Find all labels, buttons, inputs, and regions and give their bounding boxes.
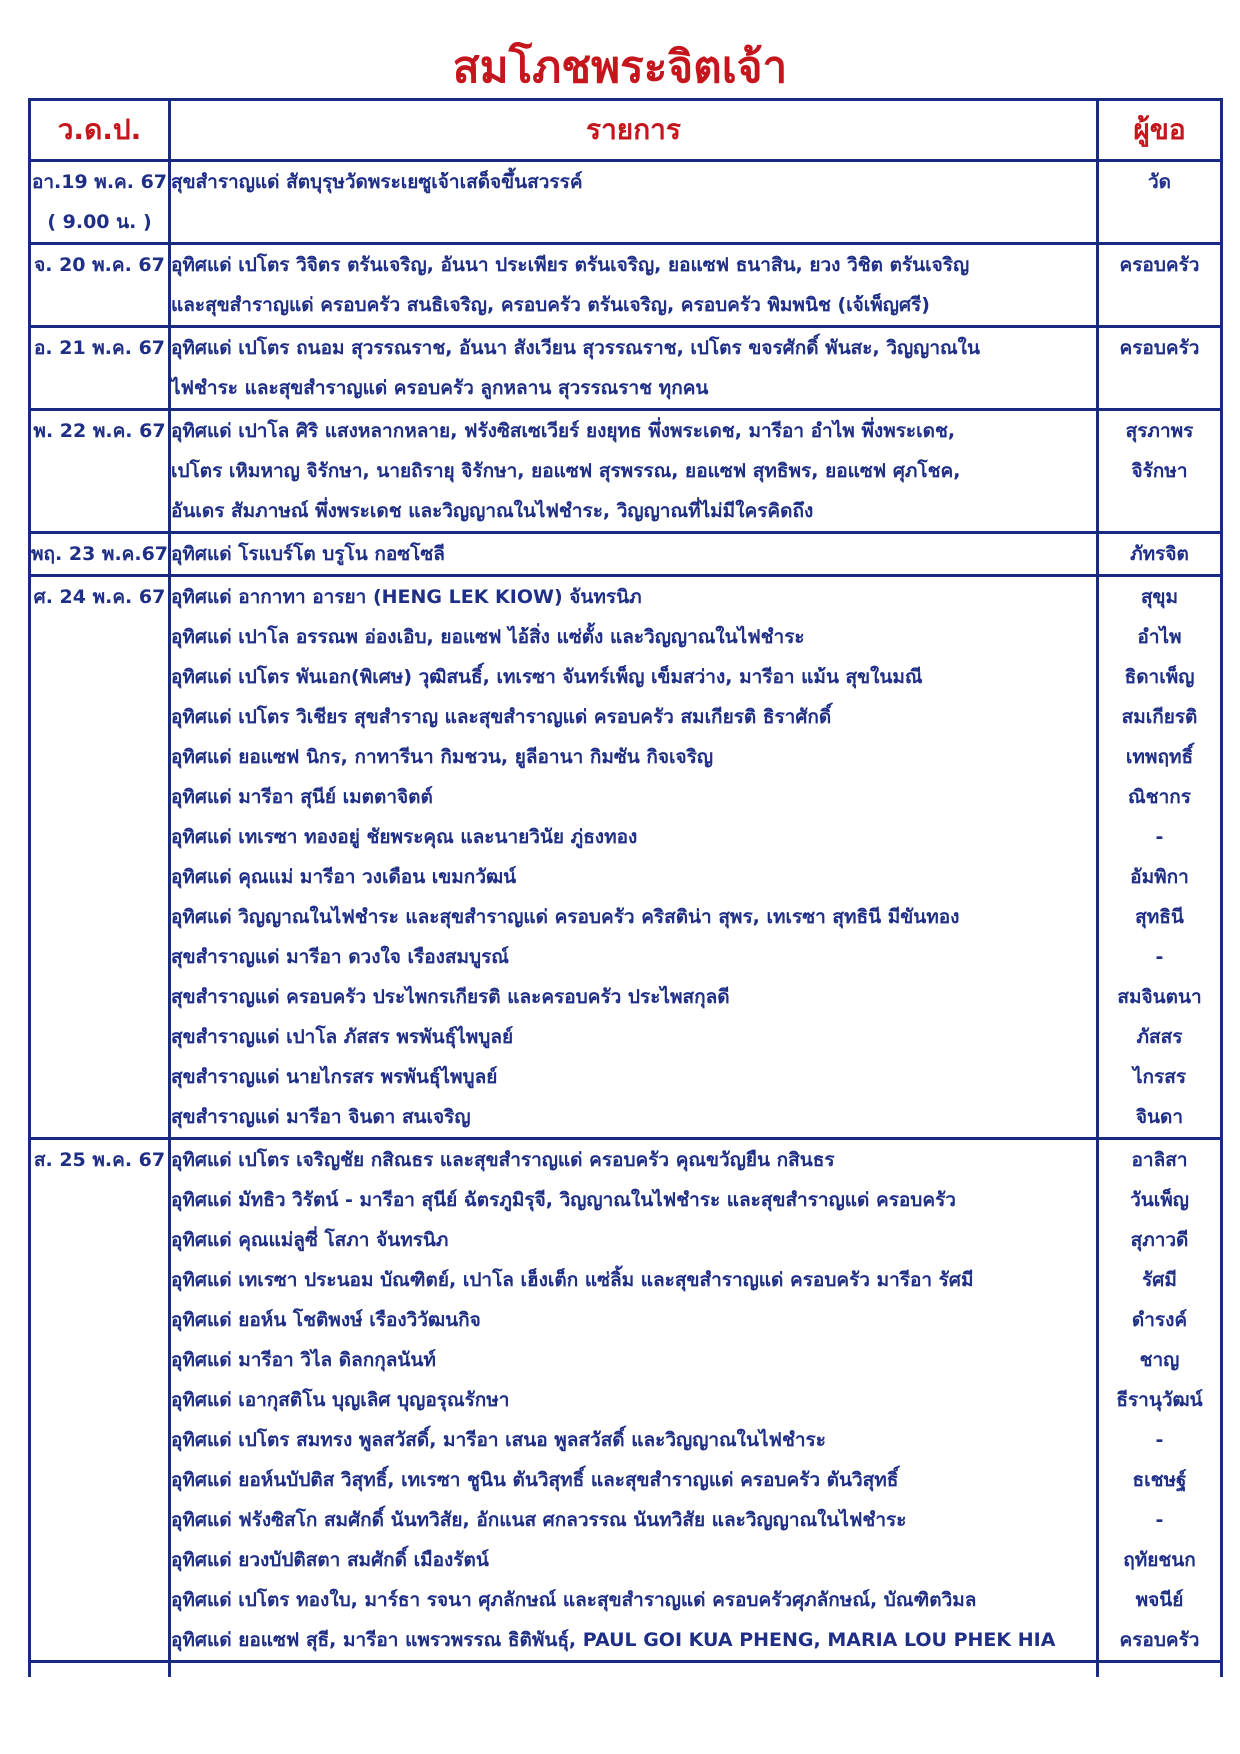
table-row — [30, 533, 1222, 576]
items-cell-line: อุทิศแด่ ยอห์นบัปติส วิสุทธิ์, เทเรซา ชูนิน ตันวิสุทธิ์ และสุขสำราญแด่ ครอบครัว ตันวิสุทธิ์ — [171, 1469, 899, 1491]
items-cell-line: สุขสำราญแด่ มารีอา ดวงใจ เรืองสมบูรณ์ — [171, 946, 509, 968]
date-cell — [30, 576, 170, 1139]
items-cell-line: อุทิศแด่ ยอห์น โชติพงษ์ เรืองวิวัฒนกิจ — [171, 1309, 481, 1331]
empty-cell — [170, 1662, 1098, 1678]
items-cell-line: อุทิศแด่ ฟรังซิสโก สมศักดิ์ นันทวิสัย, อักแนส ศกลวรรณ นันทวิสัย และวิญญาณในไฟชำระ — [171, 1509, 907, 1531]
items-cell — [170, 327, 1098, 410]
table-row — [30, 161, 1222, 244]
requester-cell-line: อำไพ — [1137, 626, 1182, 648]
requester-cell-line: ณิชากร — [1128, 786, 1191, 808]
table-row — [30, 244, 1222, 327]
items-cell-line: อุทิศแด่ มัทธิว วิรัตน์ - มารีอา สุนีย์ ฉัตรภูมิรุจี, วิญญาณในไฟชำระ และสุขสำราญแด่ ครอบครัว — [171, 1189, 956, 1211]
requester-cell-line: ธีรานุวัฒน์ — [1116, 1389, 1203, 1411]
requester-cell-line: พจนีย์ — [1135, 1589, 1184, 1611]
items-cell-line: อุทิศแด่ โรแบร์โต บรูโน กอซโซลี — [171, 543, 445, 565]
date-cell-line: พฤ. 23 พ.ค.67 — [31, 543, 168, 565]
items-cell — [170, 244, 1098, 327]
items-cell-line: อุทิศแด่ เปโตร วิเชียร สุขสำราญ และสุขสำราญแด่ ครอบครัว สมเกียรติ ธิราศักดิ์ — [171, 706, 832, 728]
items-cell — [170, 410, 1098, 533]
requester-cell-line: จิรักษา — [1131, 460, 1188, 482]
items-cell-line: อุทิศแด่ เทเรซา ประนอม บัณฑิตย์, เปาโล เฮ็งเต็ก แซ่ลิ้ม และสุขสำราญแด่ ครอบครัว มารีอา รัศมี — [171, 1269, 974, 1291]
date-cell — [30, 533, 170, 576]
items-cell-line: อุทิศแด่ คุณแม่ มารีอา วงเดือน เขมกวัฒน์ — [171, 866, 517, 888]
table-row — [30, 1139, 1222, 1662]
requester-cell-line: วันเพ็ญ — [1130, 1189, 1189, 1211]
requester-cell-line: สมจินตนา — [1117, 986, 1202, 1008]
items-cell-line: อุทิศแด่ มารีอา วิไล ดิลกกุลนันท์ — [171, 1349, 436, 1371]
requester-cell-line: สุทธินี — [1135, 906, 1184, 928]
items-cell-line: อุทิศแด่ เปาโล ศิริ แสงหลากหลาย, ฟรังซิสเซเวียร์ ยงยุทธ พึ่งพระเดช, มารีอา อำไพ พึ่งพระเดช, — [171, 420, 956, 442]
table-row — [30, 576, 1222, 1139]
date-cell — [30, 161, 170, 244]
items-cell-line: อุทิศแด่ คุณแม่ลูซี่ โสภา จันทรนิภ — [171, 1229, 449, 1251]
requester-column-header: ผู้ขอ — [1098, 100, 1222, 161]
items-cell-line: อุทิศแด่ เปาโล อรรณพ อ่องเอิบ, ยอแซฟ ไอ้สิ่ง แซ่ตั้ง และวิญญาณในไฟชำระ — [171, 626, 805, 648]
requester-cell-line: เทพฤทธิ์ — [1125, 746, 1194, 768]
table-row-continued — [30, 1662, 1222, 1678]
items-cell-line: อุทิศแด่ เปโตร เจริญชัย กสิณธร และสุขสำราญแด่ ครอบครัว คุณขวัญยืน กสินธร — [171, 1149, 835, 1171]
requester-cell-line: - — [1155, 1429, 1164, 1451]
requester-cell-line: ภัทรจิต — [1130, 543, 1189, 565]
items-cell-line: อุทิศแด่ ยอแซฟ นิกร, กาทารีนา กิมชวน, ยูลีอานา กิมซัน กิจเจริญ — [171, 746, 714, 768]
requester-cell-line: ครอบครัว — [1119, 337, 1200, 359]
items-column-header: รายการ — [170, 100, 1098, 161]
requester-cell-line: จินดา — [1135, 1106, 1184, 1128]
table-header-row — [30, 100, 1222, 161]
requester-cell-line: ดำรงค์ — [1131, 1309, 1188, 1331]
items-cell-line: สุขสำราญแด่ นายไกรสร พรพันธุ์ไพบูลย์ — [171, 1066, 498, 1088]
date-column-header: ว.ด.ป. — [30, 100, 170, 161]
requester-cell-line: ธิดาเพ็ญ — [1124, 666, 1195, 688]
items-cell-line: อุทิศแด่ เปโตร ถนอม สุวรรณราช, อันนา สังเวียน สุวรรณราช, เปโตร ขจรศักดิ์ พันสะ, วิญญาณใน — [171, 337, 980, 359]
requester-cell-line: อาลิสา — [1131, 1149, 1188, 1171]
requester-cell-line: สุขุม — [1140, 586, 1179, 608]
items-cell — [170, 576, 1098, 1139]
date-cell — [30, 244, 170, 327]
items-cell-line: และสุขสำราญแด่ ครอบครัว สนธิเจริญ, ครอบครัว ตรันเจริญ, ครอบครัว พิมพนิช (เจ้เพ็ญศรี) — [171, 294, 930, 316]
items-cell-line: อุทิศแด่ มารีอา สุนีย์ เมตตาจิตต์ — [171, 786, 433, 808]
requester-cell-line: สุรภาพร — [1125, 420, 1194, 442]
date-cell-line: ศ. 24 พ.ค. 67 — [33, 586, 166, 608]
items-cell-line: อุทิศแด่ เทเรซา ทองอยู่ ชัยพระคุณ และนายวินัย ภู่ธงทอง — [171, 826, 638, 848]
items-cell-line: อันเดร สัมภาษณ์ พึ่งพระเดช และวิญญาณในไฟชำระ, วิญญาณที่ไม่มีใครคิดถึง — [171, 500, 814, 522]
table-row — [30, 327, 1222, 410]
table-row — [30, 410, 1222, 533]
date-cell-line: อา.19 พ.ค. 67 — [31, 171, 168, 193]
date-cell-line: ส. 25 พ.ค. 67 — [33, 1149, 166, 1171]
requester-cell-line: - — [1155, 1509, 1164, 1531]
empty-cell — [1098, 1662, 1222, 1678]
requester-cell-line: ภัสสร — [1136, 1026, 1183, 1048]
date-cell — [30, 410, 170, 533]
requester-cell — [1098, 410, 1222, 533]
requester-cell-line: - — [1155, 826, 1164, 848]
requester-cell-line: วัด — [1147, 171, 1171, 193]
requester-cell-line: ครอบครัว — [1119, 254, 1200, 276]
items-cell-line: ไฟชำระ และสุขสำราญแด่ ครอบครัว ลูกหลาน สุวรรณราช ทุกคน — [171, 377, 709, 399]
requester-cell-line: ธเชษฐ์ — [1132, 1469, 1187, 1491]
requester-cell-line: อัมพิกา — [1130, 866, 1189, 888]
items-cell-line: สุขสำราญแด่ มารีอา จินดา สนเจริญ — [171, 1106, 471, 1128]
requester-cell — [1098, 161, 1222, 244]
requester-cell — [1098, 576, 1222, 1139]
items-cell-line: อุทิศแด่ เปโตร วิจิตร ตรันเจริญ, อันนา ประเพียร ตรันเจริญ, ยอแซฟ ธนาสิน, ยวง วิชิต ตรันเจริญ — [171, 254, 970, 276]
requester-cell-line: ชาญ — [1139, 1349, 1180, 1371]
date-cell — [30, 327, 170, 410]
requester-cell — [1098, 533, 1222, 576]
items-cell-line: อุทิศแด่ เปโตร ทองใบ, มาร์ธา รจนา ศุภลักษณ์ และสุขสำราญแด่ ครอบครัวศุภลักษณ์, บัณฑิตวิมล — [171, 1589, 977, 1611]
requester-cell-line: สมเกียรติ — [1121, 706, 1198, 728]
items-cell — [170, 533, 1098, 576]
items-cell-line: อุทิศแด่ อากาทา อารยา (HENG LEK KIOW) จันทรนิภ — [171, 586, 642, 608]
date-cell — [30, 1139, 170, 1662]
requester-cell-line: รัศมี — [1142, 1269, 1177, 1291]
items-cell-line: อุทิศแด่ เปโตร พันเอก(พิเศษ) วุฒิสนธิ์, เทเรซา จันทร์เพ็ญ เข็มสว่าง, มารีอา แม้น สุขในมณี — [171, 666, 923, 688]
items-cell-line: อุทิศแด่ วิญญาณในไฟชำระ และสุขสำราญแด่ ครอบครัว คริสติน่า สุพร, เทเรซา สุทธินี มีขันทอง — [171, 906, 960, 928]
date-cell-line: พ. 22 พ.ค. 67 — [33, 420, 166, 442]
date-cell-line: จ. 20 พ.ค. 67 — [34, 254, 165, 276]
page-title: สมโภชพระจิตเจ้า — [452, 42, 788, 93]
items-cell-line: สุขสำราญแด่ ครอบครัว ประไพกรเกียรติ และครอบครัว ประไพสกุลดี — [171, 986, 730, 1008]
requester-cell — [1098, 244, 1222, 327]
items-cell-line: สุขสำราญแด่ สัตบุรุษวัดพระเยซูเจ้าเสด็จขึ้นสวรรค์ — [171, 171, 583, 193]
date-cell-line: อ. 21 พ.ค. 67 — [33, 337, 166, 359]
requester-cell-line: - — [1155, 946, 1164, 968]
requester-cell-line: สุภาวดี — [1130, 1229, 1189, 1251]
items-cell-line: สุขสำราญแด่ เปาโล ภัสสร พรพันธุ์ไพบูลย์ — [171, 1026, 514, 1048]
items-cell — [170, 161, 1098, 244]
requester-cell-line: ครอบครัว — [1119, 1629, 1200, 1651]
requester-cell-line: ไกรสร — [1132, 1066, 1187, 1088]
items-cell-line: อุทิศแด่ เอากุสติโน บุญเลิศ บุญอรุณรักษา — [171, 1389, 510, 1411]
date-cell-line: ( 9.00 น. ) — [47, 211, 152, 233]
requester-cell — [1098, 327, 1222, 410]
items-cell-line: อุทิศแด่ เปโตร สมทรง พูลสวัสดิ์, มารีอา เสนอ พูลสวัสดิ์ และวิญญาณในไฟชำระ — [171, 1429, 826, 1451]
items-cell-line: อุทิศแด่ ยวงบัปติสตา สมศักดิ์ เมืองรัตน์ — [171, 1549, 489, 1571]
empty-cell — [30, 1662, 170, 1678]
items-cell-line: อุทิศแด่ ยอแซฟ สุธี, มารีอา แพรวพรรณ ธิติพันธุ์, PAUL GOI KUA PHENG, MARIA LOU PHEK HIA — [171, 1629, 1056, 1651]
schedule-table — [28, 98, 1223, 1677]
requester-cell-line: ฤทัยชนก — [1123, 1549, 1196, 1571]
items-cell-line: เปโตร เหิมหาญ จิรักษา, นายถิรายุ จิรักษา, ยอแซฟ สุรพรรณ, ยอแซฟ สุทธิพร, ยอแซฟ ศุภโชค, — [171, 460, 961, 482]
requester-cell — [1098, 1139, 1222, 1662]
items-cell — [170, 1139, 1098, 1662]
